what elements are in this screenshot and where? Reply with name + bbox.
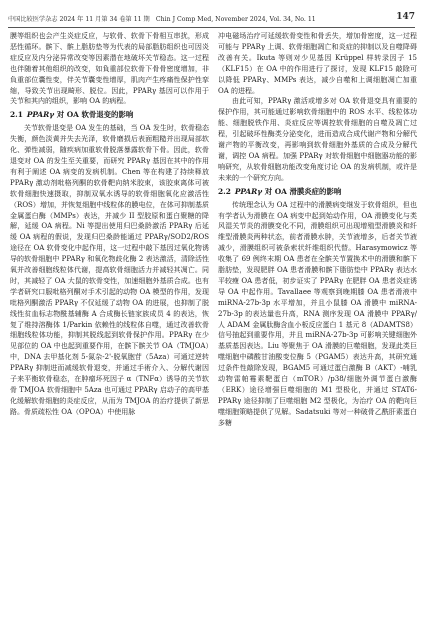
section-gene: PPARγ <box>26 110 55 120</box>
paragraph: 由此可知，PPARγ 激活或增多对 OA 软骨退变具有重要的保护作用，其可能通过影响软骨细胞中的 ROS 水平、线粒体功能、细胞脱铁作用、炎症反应等调控软骨细胞的自噬及凋亡过程，引起破坏性酶类分泌变化，进而造成合成代谢产物和分解代谢产物的平衡改变，再影响到软骨细胞外基质的合成及分解代谢，调控 OA 病程。加强 PPARγ 对软骨细胞中细胞器功能的影响研究，从软骨细胞功能改变角度讨论 OA 的发病机制，或许是未来的一个研究方向。 <box>218 97 417 182</box>
section-heading <box>218 187 417 198</box>
paragraph: 冲电磁场治疗可延缓软骨变性和骨丢失，增加骨密度，这一过程可能与 PPARγ 上调、软骨细胞凋亡和炎症的抑制以及自噬降碍改善有关。Ikuta 等则对少见基因 Krüppel 样转录因子 15（KLF15）在 OA 中的作用进行了探讨，发现 KLF15 敲除可以降低 PPARγ、MMPs 表达，减少自噬和上调细胞凋亡加重 OA 的进程。 <box>218 32 417 95</box>
section-gene: PPARγ <box>234 186 263 196</box>
header-rule <box>8 27 415 28</box>
page-number: 147 <box>396 12 415 22</box>
section-title: 对 OA 软骨退变的影响 <box>54 110 134 120</box>
running-header <box>8 12 415 24</box>
section-number: 2.2 <box>218 186 231 196</box>
section-number: 2.1 <box>10 110 23 120</box>
section-title: 对 OA 滑膜炎症的影响 <box>262 186 342 196</box>
section-heading <box>10 110 209 121</box>
left-column <box>10 31 209 418</box>
right-column <box>218 31 417 429</box>
paragraph: 膜等组织也会产生炎症反应，与软骨、软骨下骨相互串扰，形成恶性循环。髌下、髌上脂肪垫等为代表的局部脂肪组织也可因炎症反应及内分泌异常改变等因素潜在地破坏关节稳态。这一过程也伴随着其他组织的改变，如負重部位软骨下骨骨密度增加，非負重部位囊性变，伴关节囊变性增厚，肌肉产生疼痛性保护性挛缩，导致关节出现畸形、脱位。因此，PPARγ 基因可以作用于关节和其内的组织，影响 OA 的病程。 <box>10 32 209 106</box>
paragraph: 传统理念认为 OA 过程中的滑膜病变继发于软骨组织，但也有学者认为滑膜在 OA 病变中起到始动作用，OA 滑膜变化与类风湿关节炎的滑膜变化不同，滑膜组织可出现增殖型滑膜炎和纤维型滑膜炎两种状态，前者滑膜水肿，关节液增多，后者关节液减少，滑膜组织可被条索状纤维组织代替。Harasymowicz 等收集了 69 例终末期 OA 患者在全髌关节置换术中的滑膜和髌下脂肪垫，发现肥胖 OA 患者滑膜和髌下脂肪垫中 PPARγ 表达水平较瘦 OA 患者低，初步证实了 PPARγ 在肥胖 OA 患者炎症诱导 OA 中起作用。Tavallaee 等观察到晚期膝 OA 患者滑液中 miRNA-27b-3p 水平增加，并且小鼠膝 OA 滑膜中 miRNA-27b-3p 的表达量也升高，RNA 测序发现 OA 滑膜中 PPARγ/人 ADAM 金属肽酶含血小板反应蛋白 1 基元 8（ADAMTS8）信号抽起到重要作用，并且 miRNA-27b-3p 可影响关键细胞外基质基因表达。Liu 等聚焦于 OA 滑膜的巨噬细胞，发现此类巨噬细胞中磷酸甘油酸变位酶 5（PGAM5）表达升高，其研究通过条件性敲除发现，BGAM5 可通过蛋白激酶 B（AKT）-哺乳动物雷帕霉素靶蛋白（mTOR）/p38/细胞外调节蛋白激酶（ERK）途径增强巨噬细胞的 M1 型极化，并通过 STAT6-PPARγ 途径抑制了巨噬细胞 M2 型极化，为治疗 OA 的靶向巨噬细胞策略提供了见解。Sadatsuki 等对一种破骨乙酰肝素蛋白多糖 <box>218 200 417 427</box>
paragraph: 关节软骨退变是 OA 发生的基础，当 OA 发生时，软骨稳态失衡，颜色淡黄并失去光泽，软骨磨损后表面粗糙并出现局部软化、弹性减弱，随疾病加重软骨脱落暴露软骨下骨。因此，软骨退变对 OA 的发生至关重要，而研究 PPARγ 基因在其中的作用有利于阐述 OA 病变的发病机制。Chen 等在构建了持续释放 PPARγ 激动剂吡格列酮的软骨靶向纳米胶束，该胶束离体可被软骨细胞快速摄取，抑制双氧水诱导的软骨细胞氧化应激活性（ROS）增加，并恢复细胞中线粒体的膜电位，在体可抑制基质金属蛋白酶（MMPs）表达，并减少 II 型胶原和蛋白聚糖的降解，延缓 OA 病程。Ni 等提出使用归巴桑龄激活 PPARγ 后延缓 OA 病程的假说，发现归巴桑龄能通过 PPARγ/SOD2/ROS 途径在 OA 软骨变化中起作用，这一过程中敲下基因过氧化物诱导的软骨细胞中 PPARγ 和氧化物歧化酶 2 表达激活，清除活性氧并改善细胞线粒体代谢，提高软骨细胞活力并减轻其凋亡。同时，其减轻了 OA 大鼠的软骨变性，加速细胞外基质合成。也有学者研究口服吡格列酮对手术引起的动物 OA 模型的作用，发现吡格列酮激活 PPARγ 不仅延缓了动物 OA 的进展，也抑制了脱线性贫血标志物酰基辅酶 A 合成酶长链家族成员 4 的表达，恢复了维持溶酶体 1/Parkin 依赖性的线粒体自噬，通过改善软骨细胞线粒体功能，抑制其脱线起到软骨保护作用。PPARγ 在少见部位的 OA 中也起到重要作用，在髌下髌关节 OA（TMJOA）中，DNA 去甲基化剂 5-氮杂-2'-脱氧胞苷（5Aza）可通过逆转 PPARγ 抑制进而减缓软骨退变，并通过手術介入、分解代谢因子来平衡软骨稳态，在肿瘤坏死因子 α（TNFα）诱导的关节软骨 TMJOA 软骨细胞中 5Aza 也可通过 PPARγ 启动子的高甲基化缓解软骨细胞的炎症反应，从而为 TMJOA 的治疗提供了新思路。骨质疏松性 OA（OPOA）中使用脉 <box>10 124 209 416</box>
journal-citation: 中国比较医学杂志 2024 年 11 月第 34 卷第 11 期 Chin J Comp Med, November 2024, Vol. 34, No. 11 <box>8 16 316 23</box>
